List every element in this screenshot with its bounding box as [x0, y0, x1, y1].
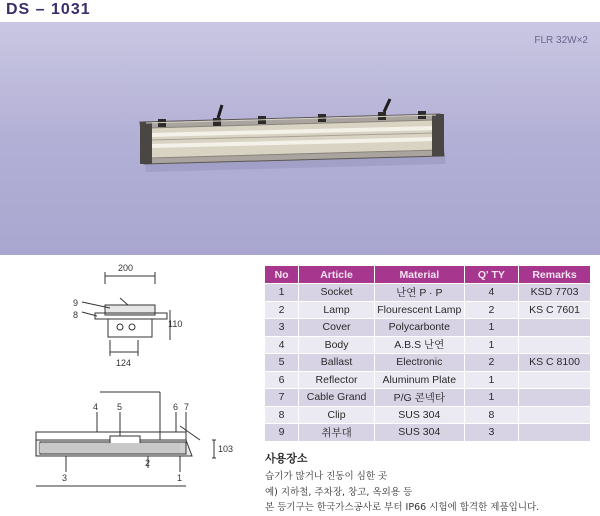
cell-remarks — [519, 371, 591, 389]
cell-qty: 1 — [464, 389, 518, 407]
cell-article: Ballast — [299, 354, 375, 372]
callout-8: 8 — [73, 310, 79, 320]
dim-side-height: 110 — [168, 319, 183, 329]
cell-qty: 4 — [464, 284, 518, 302]
table-row — [265, 354, 591, 372]
cell-article: Reflector — [299, 371, 375, 389]
table-row — [265, 389, 591, 407]
usage-section — [265, 450, 539, 516]
cell-qty: 1 — [464, 336, 518, 354]
cell-article: Socket — [299, 284, 375, 302]
table-row — [265, 319, 591, 337]
cell-qty: 3 — [464, 424, 518, 442]
header-remarks: Remarks — [519, 266, 591, 284]
table-row — [265, 284, 591, 302]
cell-qty: 2 — [464, 301, 518, 319]
cell-material: P/G 콘넥타 — [374, 389, 464, 407]
cell-remarks — [519, 319, 591, 337]
cell-no: 7 — [265, 389, 299, 407]
callout-1: 1 — [177, 473, 183, 483]
callout-6: 6 — [173, 402, 179, 412]
header-material: Material — [374, 266, 464, 284]
product-photo — [0, 22, 600, 255]
cell-material: Polycarbonte — [374, 319, 464, 337]
cell-no: 9 — [265, 424, 299, 442]
cell-remarks — [519, 389, 591, 407]
dim-top-width: 200 — [118, 263, 134, 273]
cell-no: 1 — [265, 284, 299, 302]
callout-9: 9 — [73, 298, 79, 308]
cell-remarks: KS C 7601 — [519, 301, 591, 319]
model-title: DS – 1031 — [6, 1, 91, 18]
dim-bottom-width: 124 — [116, 358, 132, 368]
cell-article: Body — [299, 336, 375, 354]
callout-7: 7 — [184, 402, 190, 412]
cell-article: Clip — [299, 406, 375, 424]
callout-2: 2 — [145, 458, 151, 468]
cell-qty: 2 — [464, 354, 518, 372]
cell-qty: 8 — [464, 406, 518, 424]
cell-remarks: KSD 7703 — [519, 284, 591, 302]
table-row — [265, 424, 591, 442]
cell-no: 2 — [265, 301, 299, 319]
cell-article: Lamp — [299, 301, 375, 319]
cell-material: Electronic — [374, 354, 464, 372]
fixture-illustration — [0, 22, 600, 255]
cell-no: 6 — [265, 371, 299, 389]
cell-material: SUS 304 — [374, 406, 464, 424]
dimension-drawing — [0, 256, 262, 516]
cell-material: A.B.S 난연 — [374, 336, 464, 354]
header-no: No — [265, 266, 299, 284]
usage-title: 사용장소 — [265, 452, 308, 465]
cell-article: Cover — [299, 319, 375, 337]
table-row — [265, 336, 591, 354]
cell-qty: 1 — [464, 371, 518, 389]
callout-4: 4 — [93, 402, 99, 412]
spec-label: FLR 32W×2 — [534, 35, 588, 46]
table-row — [265, 301, 591, 319]
table-header-row — [265, 266, 591, 284]
cell-material: 난연 P · P — [374, 284, 464, 302]
cell-no: 3 — [265, 319, 299, 337]
cell-article: 취부대 — [299, 424, 375, 442]
table-row — [265, 371, 591, 389]
cell-no: 8 — [265, 406, 299, 424]
dim-height-103: 103 — [218, 444, 234, 454]
cell-remarks: KS C 8100 — [519, 354, 591, 372]
usage-line: 예) 지하철, 주차장, 창고, 옥외용 등 — [265, 486, 413, 498]
cell-remarks — [519, 336, 591, 354]
cell-remarks — [519, 406, 591, 424]
parts-table — [264, 265, 591, 442]
usage-line: 본 등기구는 한국가스공사로 부터 IP66 시험에 합격한 제품입니다. — [265, 502, 540, 513]
header-qty: Q' TY — [464, 266, 518, 284]
callout-3: 3 — [62, 473, 68, 483]
cell-article: Cable Grand — [299, 389, 375, 407]
table-row — [265, 406, 591, 424]
cell-material: Aluminum Plate — [374, 371, 464, 389]
cell-material: Flourescent Lamp — [374, 301, 464, 319]
callout-5: 5 — [117, 402, 123, 412]
cell-qty: 1 — [464, 319, 518, 337]
cell-remarks — [519, 424, 591, 442]
cell-no: 4 — [265, 336, 299, 354]
usage-line: 습기가 많거나 진동이 심한 곳 — [265, 471, 388, 482]
cell-material: SUS 304 — [374, 424, 464, 442]
cell-no: 5 — [265, 354, 299, 372]
header-article: Article — [299, 266, 375, 284]
